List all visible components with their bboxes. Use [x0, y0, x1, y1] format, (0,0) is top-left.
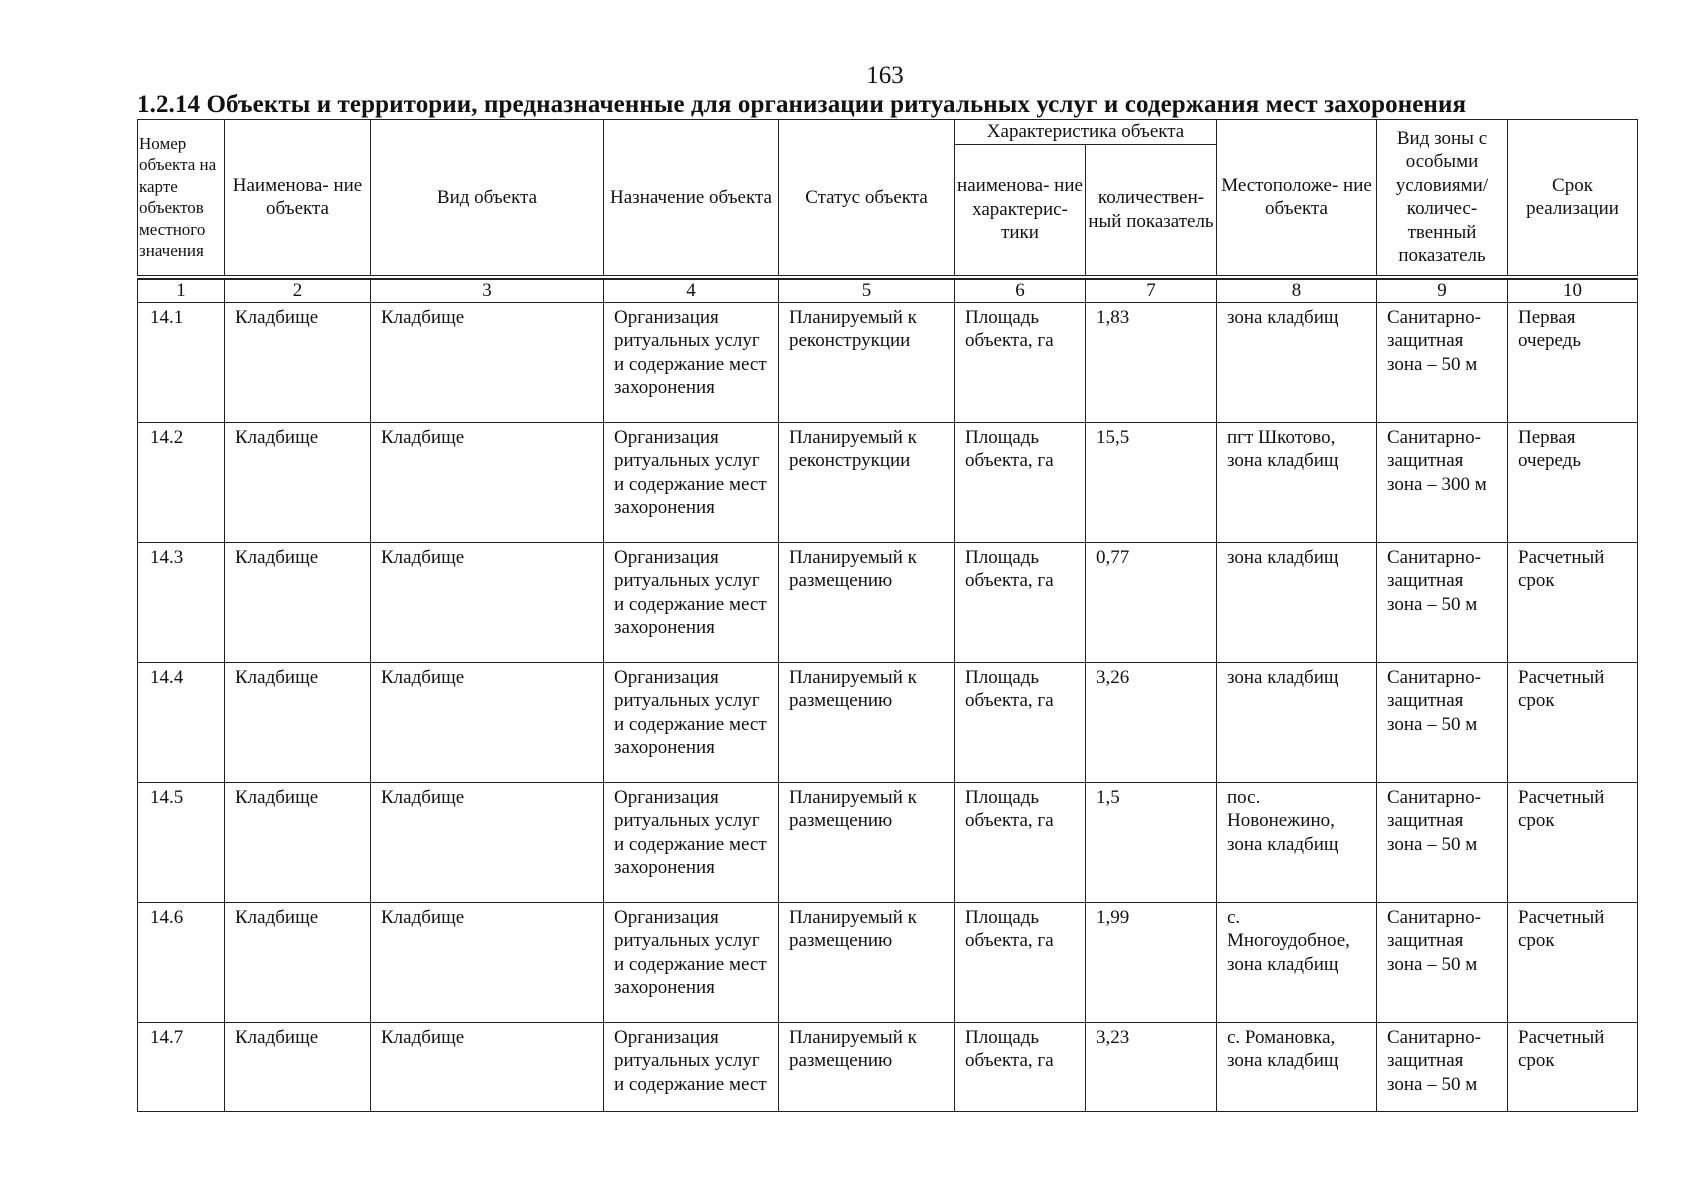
- cell-location: зона кладбищ: [1217, 542, 1377, 662]
- cell-object-number: 14.7: [138, 1022, 225, 1111]
- cell-object-name: Кладбище: [225, 902, 371, 1022]
- cell-purpose: Организация ритуальных услуг и содержание мест захоронения: [604, 422, 779, 542]
- cell-purpose: Организация ритуальных услуг и содержание мест захоронения: [604, 902, 779, 1022]
- cell-object-number: 14.1: [138, 302, 225, 422]
- cell-zone: Санитарно- защитная зона – 50 м: [1377, 1022, 1508, 1111]
- header-object-status: Статус объекта: [779, 120, 955, 276]
- cell-location: пос. Новонежино, зона кладбищ: [1217, 782, 1377, 902]
- column-numbers-row: [138, 279, 1638, 303]
- cell-characteristic-name: Площадь объекта, га: [955, 902, 1086, 1022]
- table-row: [138, 302, 1638, 422]
- cell-characteristic-value: 15,5: [1086, 422, 1217, 542]
- cell-object-number: 14.5: [138, 782, 225, 902]
- cell-term: Расчетный срок: [1508, 542, 1638, 662]
- cell-location: с. Романовка, зона кладбищ: [1217, 1022, 1377, 1111]
- table-row: [138, 902, 1638, 1022]
- cell-location: с. Многоудобное, зона кладбищ: [1217, 902, 1377, 1022]
- cell-zone: Санитарно- защитная зона – 50 м: [1377, 662, 1508, 782]
- column-number: 6: [955, 279, 1086, 303]
- cell-object-type: Кладбище: [371, 1022, 604, 1111]
- cell-characteristic-name: Площадь объекта, га: [955, 422, 1086, 542]
- cell-purpose: Организация ритуальных услуг и содержание мест захоронения: [604, 662, 779, 782]
- cell-status: Планируемый к размещению: [779, 662, 955, 782]
- cell-object-type: Кладбище: [371, 662, 604, 782]
- cell-object-name: Кладбище: [225, 782, 371, 902]
- cell-object-name: Кладбище: [225, 1022, 371, 1111]
- cell-term: Первая очередь: [1508, 422, 1638, 542]
- cell-characteristic-value: 1,99: [1086, 902, 1217, 1022]
- header-term: Срок реализации: [1508, 120, 1638, 276]
- table-row: [138, 662, 1638, 782]
- cell-object-name: Кладбище: [225, 302, 371, 422]
- cell-object-number: 14.3: [138, 542, 225, 662]
- cell-object-number: 14.4: [138, 662, 225, 782]
- cell-zone: Санитарно- защитная зона – 50 м: [1377, 542, 1508, 662]
- cell-object-name: Кладбище: [225, 542, 371, 662]
- column-number: 9: [1377, 279, 1508, 303]
- column-number: 1: [138, 279, 225, 303]
- cell-status: Планируемый к реконструкции: [779, 302, 955, 422]
- cell-location: пгт Шкотово, зона кладбищ: [1217, 422, 1377, 542]
- column-number: 2: [225, 279, 371, 303]
- cell-characteristic-name: Площадь объекта, га: [955, 662, 1086, 782]
- cell-object-name: Кладбище: [225, 662, 371, 782]
- header-object-name: Наименова- ние объекта: [225, 120, 371, 276]
- table-row: [138, 1022, 1638, 1111]
- header-location: Местоположе- ние объекта: [1217, 120, 1377, 276]
- header-characteristic-value: количествен- ный показатель: [1086, 144, 1217, 275]
- cell-object-number: 14.2: [138, 422, 225, 542]
- cell-term: Расчетный срок: [1508, 662, 1638, 782]
- cell-zone: Санитарно- защитная зона – 50 м: [1377, 782, 1508, 902]
- column-number: 5: [779, 279, 955, 303]
- header-object-purpose: Назначение объекта: [604, 120, 779, 276]
- table-row: [138, 782, 1638, 902]
- cell-zone: Санитарно- защитная зона – 300 м: [1377, 422, 1508, 542]
- cell-characteristic-value: 0,77: [1086, 542, 1217, 662]
- header-characteristics-group: Характеристика объекта: [955, 120, 1217, 145]
- cell-characteristic-value: 3,26: [1086, 662, 1217, 782]
- cell-object-name: Кладбище: [225, 422, 371, 542]
- page-number: 163: [866, 62, 904, 89]
- cell-characteristic-name: Площадь объекта, га: [955, 302, 1086, 422]
- cell-location: зона кладбищ: [1217, 302, 1377, 422]
- table-row: [138, 422, 1638, 542]
- cell-characteristic-value: 1,83: [1086, 302, 1217, 422]
- column-number: 4: [604, 279, 779, 303]
- cell-status: Планируемый к реконструкции: [779, 422, 955, 542]
- column-number: 8: [1217, 279, 1377, 303]
- header-characteristic-name: наименова- ние характерис- тики: [955, 144, 1086, 275]
- cell-characteristic-value: 1,5: [1086, 782, 1217, 902]
- cell-object-type: Кладбище: [371, 902, 604, 1022]
- section-title: 1.2.14 Объекты и территории, предназначенные для организации ритуальных услуг и содержания мест захоронения: [137, 91, 1467, 118]
- cell-object-type: Кладбище: [371, 782, 604, 902]
- cell-purpose: Организация ритуальных услуг и содержание мест: [604, 1022, 779, 1111]
- cell-object-type: Кладбище: [371, 302, 604, 422]
- cell-term: Расчетный срок: [1508, 1022, 1638, 1111]
- cell-term: Расчетный срок: [1508, 902, 1638, 1022]
- cell-zone: Санитарно- защитная зона – 50 м: [1377, 302, 1508, 422]
- cell-status: Планируемый к размещению: [779, 1022, 955, 1111]
- cell-status: Планируемый к размещению: [779, 542, 955, 662]
- cell-status: Планируемый к размещению: [779, 782, 955, 902]
- cell-term: Первая очередь: [1508, 302, 1638, 422]
- cell-purpose: Организация ритуальных услуг и содержание мест захоронения: [604, 302, 779, 422]
- cell-purpose: Организация ритуальных услуг и содержание мест захоронения: [604, 542, 779, 662]
- cell-object-type: Кладбище: [371, 422, 604, 542]
- header-object-number: Номер объекта на карте объектов местного значения: [138, 120, 225, 276]
- cell-characteristic-value: 3,23: [1086, 1022, 1217, 1111]
- cell-characteristic-name: Площадь объекта, га: [955, 542, 1086, 662]
- table-row: [138, 542, 1638, 662]
- cell-object-type: Кладбище: [371, 542, 604, 662]
- column-number: 3: [371, 279, 604, 303]
- cell-object-number: 14.6: [138, 902, 225, 1022]
- column-number: 10: [1508, 279, 1638, 303]
- cell-characteristic-name: Площадь объекта, га: [955, 1022, 1086, 1111]
- header-zone: Вид зоны с особыми условиями/ количес- твенный показатель: [1377, 120, 1508, 276]
- cell-zone: Санитарно- защитная зона – 50 м: [1377, 902, 1508, 1022]
- cell-term: Расчетный срок: [1508, 782, 1638, 902]
- cell-purpose: Организация ритуальных услуг и содержание мест захоронения: [604, 782, 779, 902]
- header-object-type: Вид объекта: [371, 120, 604, 276]
- objects-table: [137, 119, 1638, 1112]
- cell-status: Планируемый к размещению: [779, 902, 955, 1022]
- cell-location: зона кладбищ: [1217, 662, 1377, 782]
- cell-characteristic-name: Площадь объекта, га: [955, 782, 1086, 902]
- column-number: 7: [1086, 279, 1217, 303]
